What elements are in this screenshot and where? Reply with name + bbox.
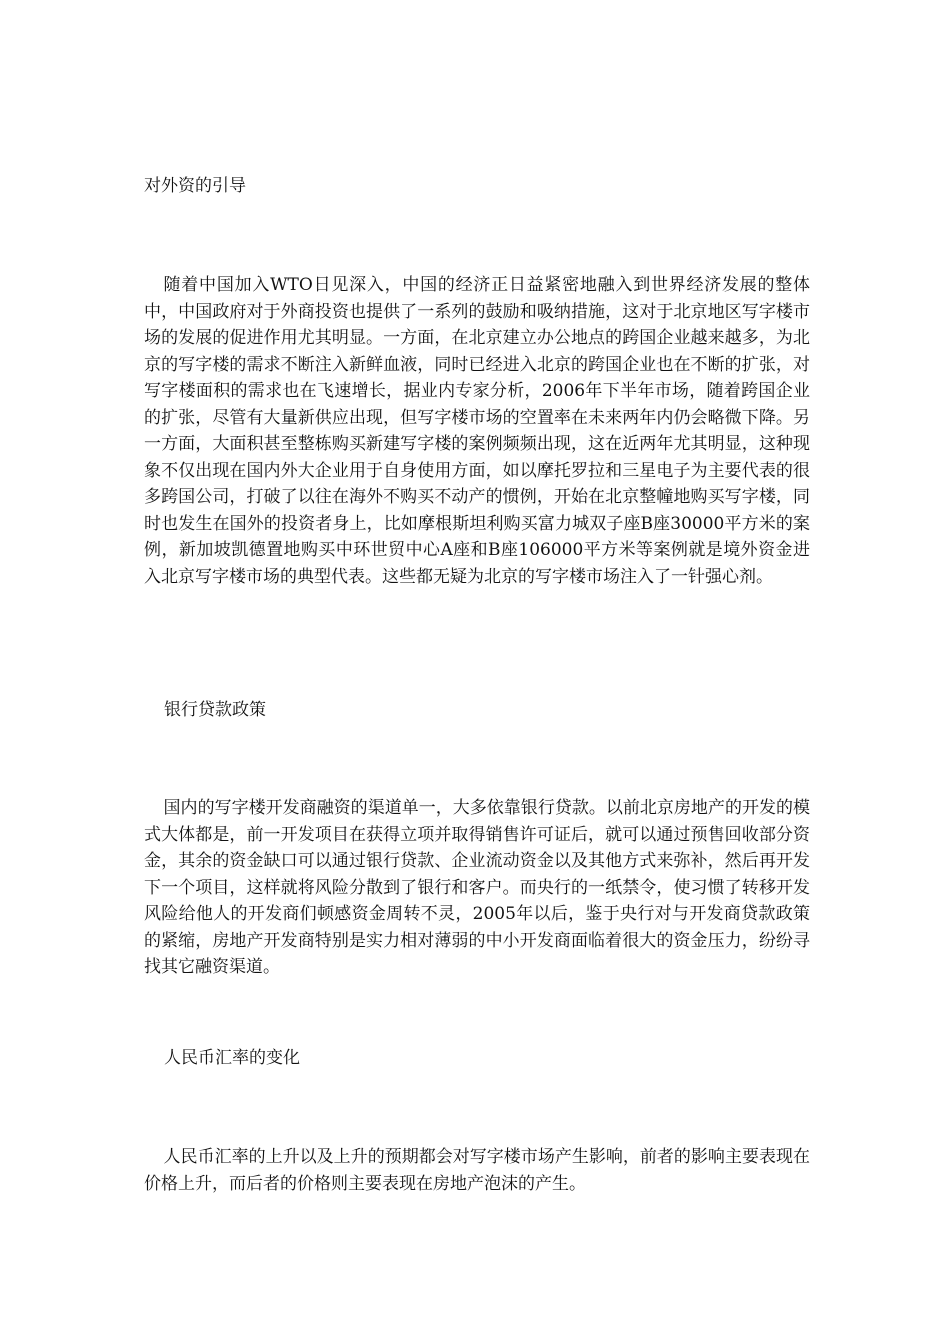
section-paragraph-foreign-investment: 随着中国加入WTO日见深入，中国的经济正日益紧密地融入到世界经济发展的整体中，中国政府对于外商投资也提供了一系列的鼓励和吸纳措施，这对于北京地区写字楼市场的发展的促进作用尤其明显。一方面，在北京建立办公地点的跨国企业越来越多，为北京的写字楼的需求不断注入新鲜血液，同时已经进入北京的跨国企业也在不断的扩张，对写字楼面积的需求也在飞速增长，据业内专家分析，2006年下半年市场，随着跨国企业的扩张，尽管有大量新供应出现，但写字楼市场的空置率在未来两年内仍会略微下降。另一方面，大面积甚至整栋购买新建写字楼的案例频频出现，这在近两年尤其明显，这种现象不仅出现在国内外大企业用于自身使用方面，如以摩托罗拉和三星电子为主要代表的很多跨国公司，打破了以往在海外不购买不动产的惯例，开始在北京整幢地购买写字楼，同时也发生在国外的投资者身上，比如摩根斯坦利购买富力城双子座B座30000平方米的案例，新加坡凯德置地购买中环世贸中心A座和B座106000平方米等案例就是境外资金进入北京写字楼市场的典型代表。这些都无疑为北京的写字楼市场注入了一针强心剂。 xyxy=(144,275,810,587)
section-heading-foreign-investment: 对外资的引导 xyxy=(144,176,246,196)
section-paragraph-rmb-exchange-rate: 人民币汇率的上升以及上升的预期都会对写字楼市场产生影响，前者的影响主要表现在价格上升，而后者的价格则主要表现在房地产泡沫的产生。 xyxy=(144,1147,810,1194)
section-paragraph-bank-loan-policy: 国内的写字楼开发商融资的渠道单一，大多依靠银行贷款。以前北京房地产的开发的模式大体都是，前一开发项目在获得立项并取得销售许可证后，就可以通过预售回收部分资金，其余的资金缺口可以通过银行贷款、企业流动资金以及其他方式来弥补，然后再开发下一个项目，这样就将风险分散到了银行和客户。而央行的一纸禁令，使习惯了转移开发风险给他人的开发商们顿感资金周转不灵，2005年以后，鉴于央行对与开发商贷款政策的紧缩，房地产开发商特别是实力相对薄弱的中小开发商面临着很大的资金压力，纷纷寻找其它融资渠道。 xyxy=(144,798,810,977)
section-heading-rmb-exchange-rate: 人民币汇率的变化 xyxy=(164,1048,300,1068)
section-heading-bank-loan-policy: 银行贷款政策 xyxy=(164,700,266,720)
